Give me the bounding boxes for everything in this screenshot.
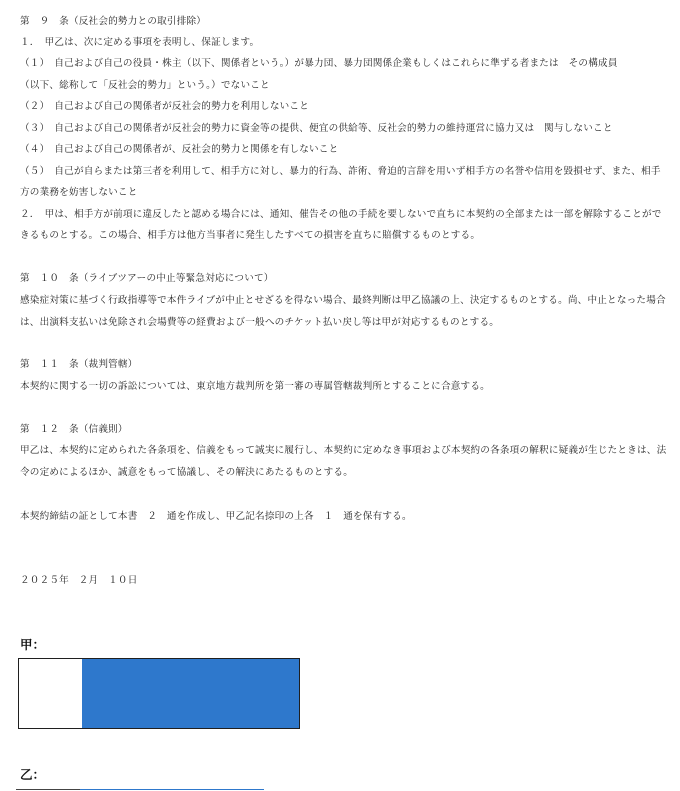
party-a-label: 甲：: [20, 637, 46, 652]
article-12-heading: 第 １２ 条（信義則）: [20, 424, 128, 435]
article-10-line: 感染症対策に基づく行政指導等で本件ライブが中止とせざるを得ない場合、最終判断は甲乙協議の上、決定するものとする。尚、中止となった場合: [20, 295, 666, 306]
signature-line-accent: [80, 789, 264, 790]
redaction-fill: [82, 659, 299, 728]
article-10-heading: 第 １０ 条（ライブツアーの中止等緊急対応について）: [20, 273, 274, 284]
article-9-line: （１） 自己および自己の役員・株主（以下、関係者という。）が暴力団、暴力団関係企業もしくはこれらに準ずる者または その構成員: [20, 58, 618, 69]
article-9-heading: 第 ９ 条（反社会的勢力との取引排除）: [20, 16, 207, 27]
article-9-line: （４） 自己および自己の関係者が、反社会的勢力と関係を有しないこと: [20, 144, 339, 155]
article-9-line: （３） 自己および自己の関係者が反社会的勢力に資金等の提供、便宜の供給等、反社会的勢力の維持運営に協力又は 関与しないこと: [20, 123, 613, 134]
article-9-line: （以下、総称して「反社会的勢力」という。）でないこと: [20, 80, 270, 91]
party-a-redaction-block: [18, 658, 300, 729]
article-10-line: は、出演料支払いは免除され会場費等の経費および一般へのチケット払い戻し等は甲が対応するものとする。: [20, 317, 500, 328]
article-9-line: （５） 自己が自らまたは第三者を利用して、相手方に対し、暴力的行為、詐術、脅迫的言辞を用いず相手方の名誉や信用を毀損せず、また、相手: [20, 166, 661, 177]
contract-date: ２０２５年 ２月 １０日: [20, 575, 138, 586]
article-9-line: 方の業務を妨害しないこと: [20, 187, 138, 198]
article-11-line: 本契約に関する一切の訴訟については、東京地方裁判所を第一審の専属管轄裁判所とすることに合意する。: [20, 381, 490, 392]
article-12-line: 甲乙は、本契約に定められた各条項を、信義をもって誠実に履行し、本契約に定めなき事項および本契約の各条項の解釈に疑義が生じたときは、法: [20, 445, 667, 456]
party-b-signature-line: [16, 789, 264, 790]
article-11-heading: 第 １１ 条（裁判管轄）: [20, 359, 138, 370]
closing-statement: 本契約締結の証として本書 ２ 通を作成し、甲乙記名捺印の上各 １ 通を保有する。: [20, 511, 412, 522]
article-9-line: １． 甲乙は、次に定める事項を表明し、保証します。: [20, 37, 260, 48]
article-9-line: （２） 自己および自己の関係者が反社会的勢力を利用しないこと: [20, 101, 310, 112]
article-12-line: 令の定めによるほか、誠意をもって協議し、その解決にあたるものとする。: [20, 467, 353, 478]
article-9-line: ２． 甲は、相手方が前項に違反したと認める場合には、通知、催告その他の手続を要しないで直ちに本契約の全部または一部を解除することがで: [20, 209, 662, 220]
party-b-label: 乙：: [20, 767, 46, 782]
article-9-line: きるものとする。この場合、相手方は他方当事者に発生したすべての損害を直ちに賠償するものとする。: [20, 230, 481, 241]
